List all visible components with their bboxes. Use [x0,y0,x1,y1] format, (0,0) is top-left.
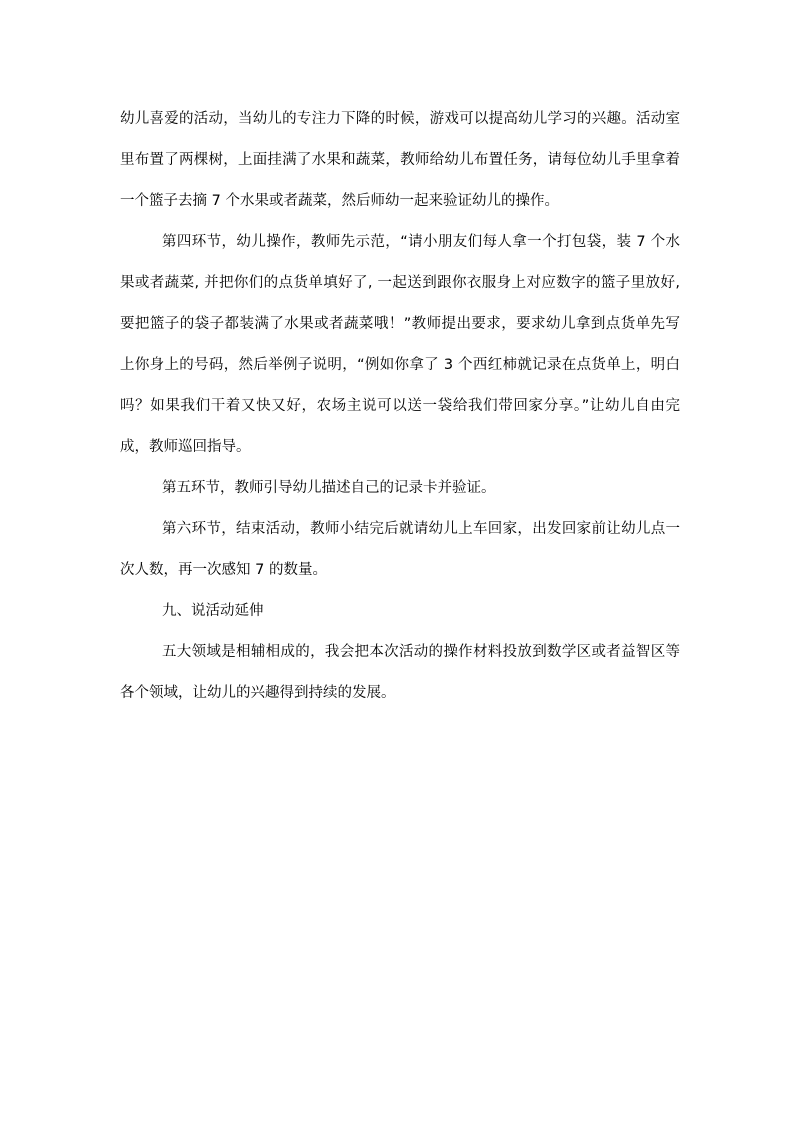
text-line: 第四环节，幼儿操作，教师先示范，“请小朋友们每人拿一个打包袋，装 7 个水 [162,234,680,250]
text-line: 各个领域，让幼儿的兴趣得到持续的发展。 [120,685,396,701]
text-line: 要把篮子的袋子都装满了水果或者蔬菜哦！”教师提出要求，要求幼儿拿到点货单先写 [120,316,680,332]
document-body [120,99,680,714]
text-line: 成，教师巡回指导。 [120,439,251,455]
text-line: 第六环节，结束活动，教师小结完后就请幼儿上车回家，出发回家前让幼儿点一 [162,521,680,537]
text-line: 五大领域是相辅相成的，我会把本次活动的操作材料投放到数学区或者益智区等 [162,644,680,660]
text-line: 上你身上的号码，然后举例子说明，“例如你拿了 3 个西红柿就记录在点货单上，明白 [120,357,680,373]
text-line: 果或者蔬菜, 并把你们的点货单填好了, 一起送到跟你衣服身上对应数字的篮子里放好, [120,275,680,291]
text-line: 吗？如果我们干着又快又好，农场主说可以送一袋给我们带回家分享。”让幼儿自由完 [120,398,680,414]
text-line: 一个篮子去摘 7 个水果或者蔬菜，然后师幼一起来验证幼儿的操作。 [120,193,559,209]
section-heading: 九、说活动延伸 [162,603,264,619]
section-heading-extension [120,591,680,632]
paragraph-activity-intro [120,99,680,222]
paragraph-step-four [120,222,680,468]
paragraph-extension [120,632,680,714]
text-line: 次人数，再一次感知 7 的数量。 [120,562,327,578]
text-line: 第五环节，教师引导幼儿描述自己的记录卡并验证。 [162,480,496,496]
paragraph-step-five [120,468,680,509]
paragraph-step-six [120,509,680,591]
text-line: 里布置了两棵树，上面挂满了水果和蔬菜，教师给幼儿布置任务，请每位幼儿手里拿着 [120,152,680,168]
text-line: 幼儿喜爱的活动，当幼儿的专注力下降的时候，游戏可以提高幼儿学习的兴趣。活动室 [120,111,680,127]
